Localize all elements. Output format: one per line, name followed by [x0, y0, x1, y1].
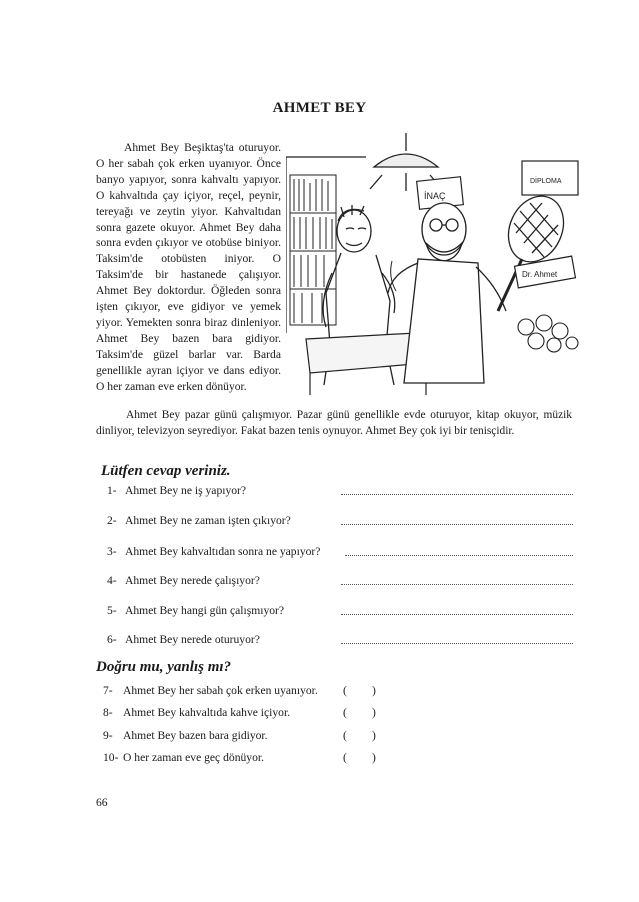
question-text: Ahmet Bey hangi gün çalışmıyor?: [125, 604, 285, 617]
answer-paren-close[interactable]: ): [372, 706, 376, 719]
tennis-balls: [518, 315, 578, 352]
statement-item: [103, 706, 290, 719]
statement-number: 10-: [103, 751, 119, 764]
statement-text: O her zaman eve geç dönüyor.: [123, 751, 264, 764]
question-text: Ahmet Bey nerede çalışıyor?: [125, 574, 260, 587]
diploma-sign: DİPLOMA: [530, 178, 562, 185]
answer-paren-open[interactable]: (: [343, 729, 347, 742]
answer-line[interactable]: [341, 643, 573, 644]
question-text: Ahmet Bey ne iş yapıyor?: [125, 484, 247, 497]
statement-item: [103, 729, 268, 742]
question-item: [107, 633, 260, 646]
question-number: 1-: [107, 484, 117, 497]
answer-paren-open[interactable]: (: [343, 751, 347, 764]
answer-line[interactable]: [341, 584, 573, 585]
question-item: [107, 484, 246, 497]
tennis-racket: [498, 187, 574, 311]
question-item: [107, 604, 284, 617]
page-number: 66: [96, 796, 108, 809]
question-text: Ahmet Bey kahvaltıdan sonra ne yapıyor?: [125, 545, 321, 558]
answer-paren-close[interactable]: ): [372, 729, 376, 742]
chart-sign: İNAÇ: [424, 191, 446, 201]
question-item: [107, 545, 320, 558]
question-number: 5-: [107, 604, 117, 617]
story-paragraph: Ahmet Bey Beşiktaş'ta oturuyor. O her sabah çok erken uyanıyor. Önce banyo yapıyor, sonra kahvaltı yapıyor. O kahvaltıda çay içiyor, reçel, peynir, tereyağı ve zeytin yiyor. Kahvaltıdan sonra gazete okuyor. Ahmet Bey daha sonra evden çıkıyor ve otobüse biniyor. Taksim'de otobüsten iniyor. O Taksim'de bir hastanede çalışıyor. Ahmet Bey doktordur. Öğleden sonra işten çıkıyor, eve gidiyor ve yemek yiyor. Yemekten sonra biraz dinleniyor. Ahmet Bey bazen bara gidiyor. Taksim'de güzel barlar var. Barda genellikle ayran içiyor ve dans ediyor. O her zaman eve erken dönüyor.: [96, 141, 281, 393]
answer-paren-open[interactable]: (: [343, 706, 347, 719]
answer-line[interactable]: [341, 494, 573, 495]
question-number: 2-: [107, 514, 117, 527]
page-title: AHMET BEY: [272, 100, 367, 116]
story-side-text: [96, 140, 281, 395]
section-truefalse-heading: Doğru mu, yanlış mı?: [96, 659, 232, 675]
section-answer-heading: Lütfen cevap veriniz.: [101, 463, 231, 479]
question-number: 3-: [107, 545, 117, 558]
question-text: Ahmet Bey ne zaman işten çıkıyor?: [125, 514, 291, 527]
question-item: [107, 574, 260, 587]
question-text: Ahmet Bey nerede oturuyor?: [125, 633, 260, 646]
question-number: 4-: [107, 574, 117, 587]
answer-line[interactable]: [345, 555, 573, 556]
diploma-frame: [522, 161, 578, 195]
question-number: 6-: [107, 633, 117, 646]
bookshelf: [290, 175, 336, 325]
statement-text: Ahmet Bey bazen bara gidiyor.: [123, 729, 268, 742]
statement-item: [103, 751, 264, 764]
statement-text: Ahmet Bey her sabah çok erken uyanıyor.: [123, 684, 318, 697]
statement-number: 8-: [103, 706, 113, 719]
statement-text: Ahmet Bey kahvaltıda kahve içiyor.: [123, 706, 291, 719]
story-full-text: Ahmet Bey pazar günü çalışmıyor. Pazar günü genellikle evde oturuyor, kitap okuyor, müzik dinliyor, televizyon seyrediyor. Fakat bazen tenis oynuyor. Ahmet Bey çok iyi bir tenisçidir.: [96, 409, 572, 437]
answer-line[interactable]: [341, 614, 573, 615]
statement-number: 9-: [103, 729, 113, 742]
answer-paren-close[interactable]: ): [372, 751, 376, 764]
doctor-name-sign: Dr. Ahmet: [522, 270, 558, 279]
answer-paren-open[interactable]: (: [343, 684, 347, 697]
answer-line[interactable]: [341, 524, 573, 525]
statement-item: [103, 684, 318, 697]
answer-paren-close[interactable]: ): [372, 684, 376, 697]
doctor-illustration: [286, 133, 586, 395]
question-item: [107, 514, 291, 527]
statement-number: 7-: [103, 684, 113, 697]
